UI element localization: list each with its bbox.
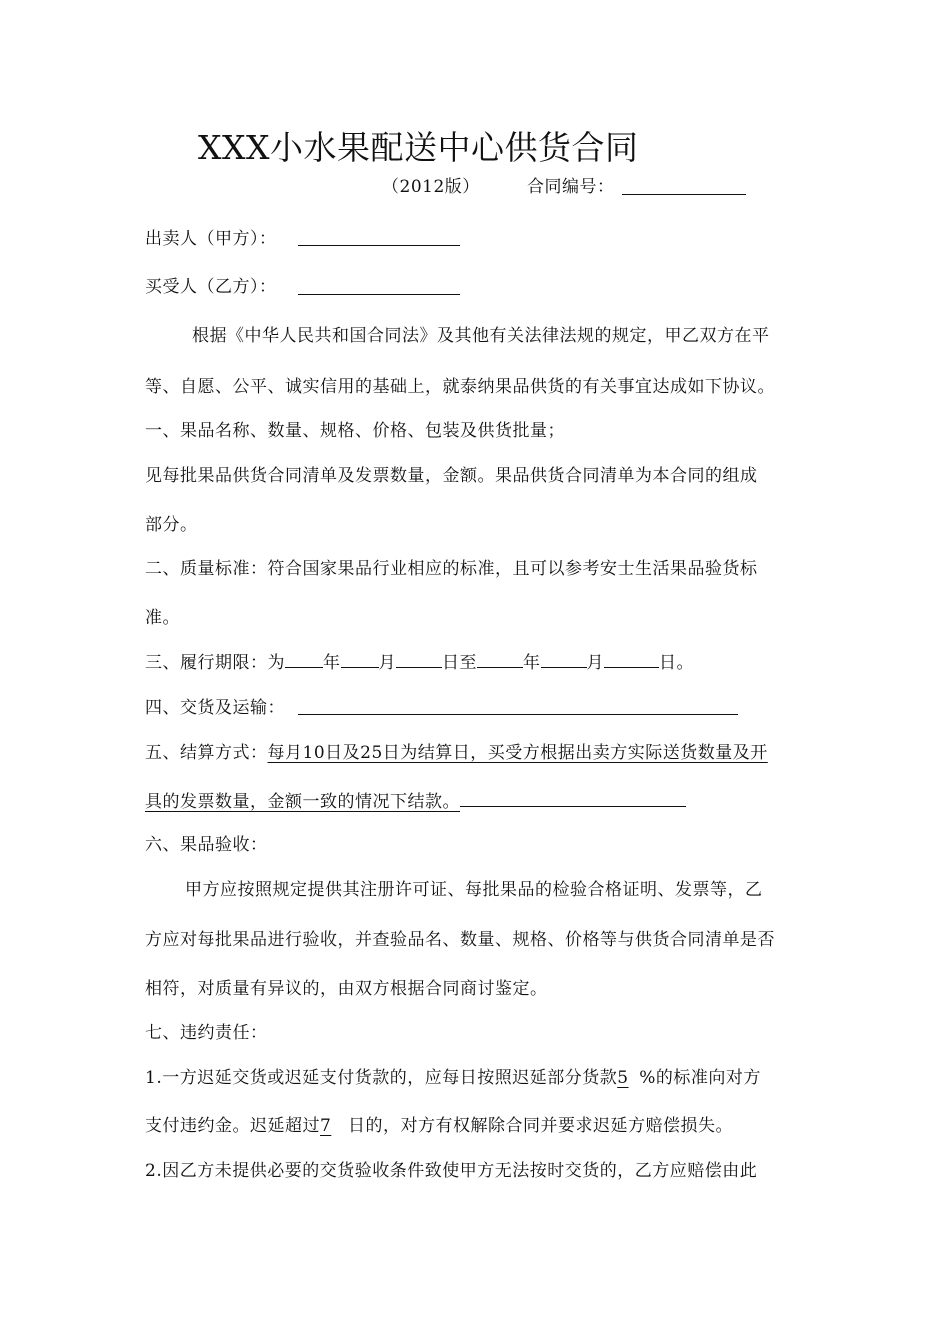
contract-number-label: 合同编号： (527, 177, 615, 197)
year-label: 年 (323, 653, 341, 673)
end-month-field[interactable] (541, 651, 587, 668)
penalty-text: 1.一方迟延交货或迟延支付货款的，应每日按照迟延部分货款 (145, 1068, 618, 1088)
section-1-heading: 一、果品名称、数量、规格、价格、包装及供货批量； (145, 421, 565, 441)
section-4-label: 四、交货及运输： (145, 698, 285, 718)
penalty-text: 日的，对方有权解除合同并要求迟延方赔偿损失。 (348, 1116, 733, 1136)
document-title: XXX小水果配送中心供货合同 (198, 128, 639, 167)
end-day-field[interactable] (604, 651, 659, 668)
section-7-item-1 (145, 1067, 761, 1089)
intro-paragraph-line: 根据《中华人民共和国合同法》及其他有关法律法规的规定，甲乙双方在平 (192, 326, 770, 346)
buyer-label: 买受人（乙方）： (145, 277, 277, 297)
settlement-label: 五、结算方式： (145, 743, 268, 763)
section-2-text: 二、质量标准：符合国家果品行业相应的标准，且可以参考安士生活果品验货标 (145, 559, 758, 579)
section-2-text: 准。 (145, 608, 180, 628)
month-label: 月 (378, 653, 396, 673)
section-6-text: 相符，对质量有异议的，由双方根据合同商讨鉴定。 (145, 979, 548, 999)
settlement-text: 具的发票数量，金额一致的情况下结款。 (145, 792, 460, 812)
penalty-rate-field[interactable]: 5 (617, 1068, 629, 1088)
delivery-transport-field[interactable] (298, 714, 738, 715)
penalty-text: %的标准向对方 (639, 1068, 761, 1088)
term-label: 三、履行期限：为 (145, 653, 285, 673)
end-year-field[interactable] (477, 651, 523, 668)
day-label: 日。 (659, 653, 694, 673)
penalty-text: 支付违约金。迟延超过 (145, 1116, 320, 1136)
delay-days-field[interactable]: 7 (320, 1116, 332, 1136)
section-1-text: 见每批果品供货合同清单及发票数量，金额。果品供货合同清单为本合同的组成 (145, 466, 758, 486)
section-6-heading: 六、果品验收： (145, 835, 268, 855)
day-to-label: 日至 (442, 653, 477, 673)
buyer-field[interactable] (298, 294, 460, 295)
edition-label: （2012版） (382, 177, 480, 197)
start-day-field[interactable] (396, 651, 442, 668)
section-7-item-1-cont (145, 1115, 733, 1137)
section-7-heading: 七、违约责任： (145, 1023, 268, 1043)
month-label: 月 (586, 653, 604, 673)
start-year-field[interactable] (285, 651, 323, 668)
section-1-text: 部分。 (145, 515, 198, 535)
settlement-text: 每月10日及25日为结算日，买受方根据出卖方实际送货数量及开 (267, 743, 768, 763)
section-5-settlement (145, 742, 768, 764)
section-6-text: 甲方应按照规定提供其注册许可证、每批果品的检验合格证明、发票等，乙 (185, 880, 763, 900)
seller-label: 出卖人（甲方）： (145, 229, 277, 249)
section-3-term (145, 651, 694, 674)
contract-number-field[interactable] (622, 194, 746, 195)
seller-field[interactable] (298, 245, 460, 246)
section-7-item-2: 2.因乙方未提供必要的交货验收条件致使甲方无法按时交货的，乙方应赔偿由此 (145, 1161, 758, 1181)
section-6-text: 方应对每批果品进行验收，并查验品名、数量、规格、价格等与供货合同清单是否 (145, 930, 775, 950)
year-label: 年 (523, 653, 541, 673)
start-month-field[interactable] (341, 651, 379, 668)
section-5-settlement-cont (145, 790, 686, 813)
settlement-underline (460, 790, 686, 807)
intro-paragraph-line: 等、自愿、公平、诚实信用的基础上，就泰纳果品供货的有关事宜达成如下协议。 (145, 377, 775, 397)
